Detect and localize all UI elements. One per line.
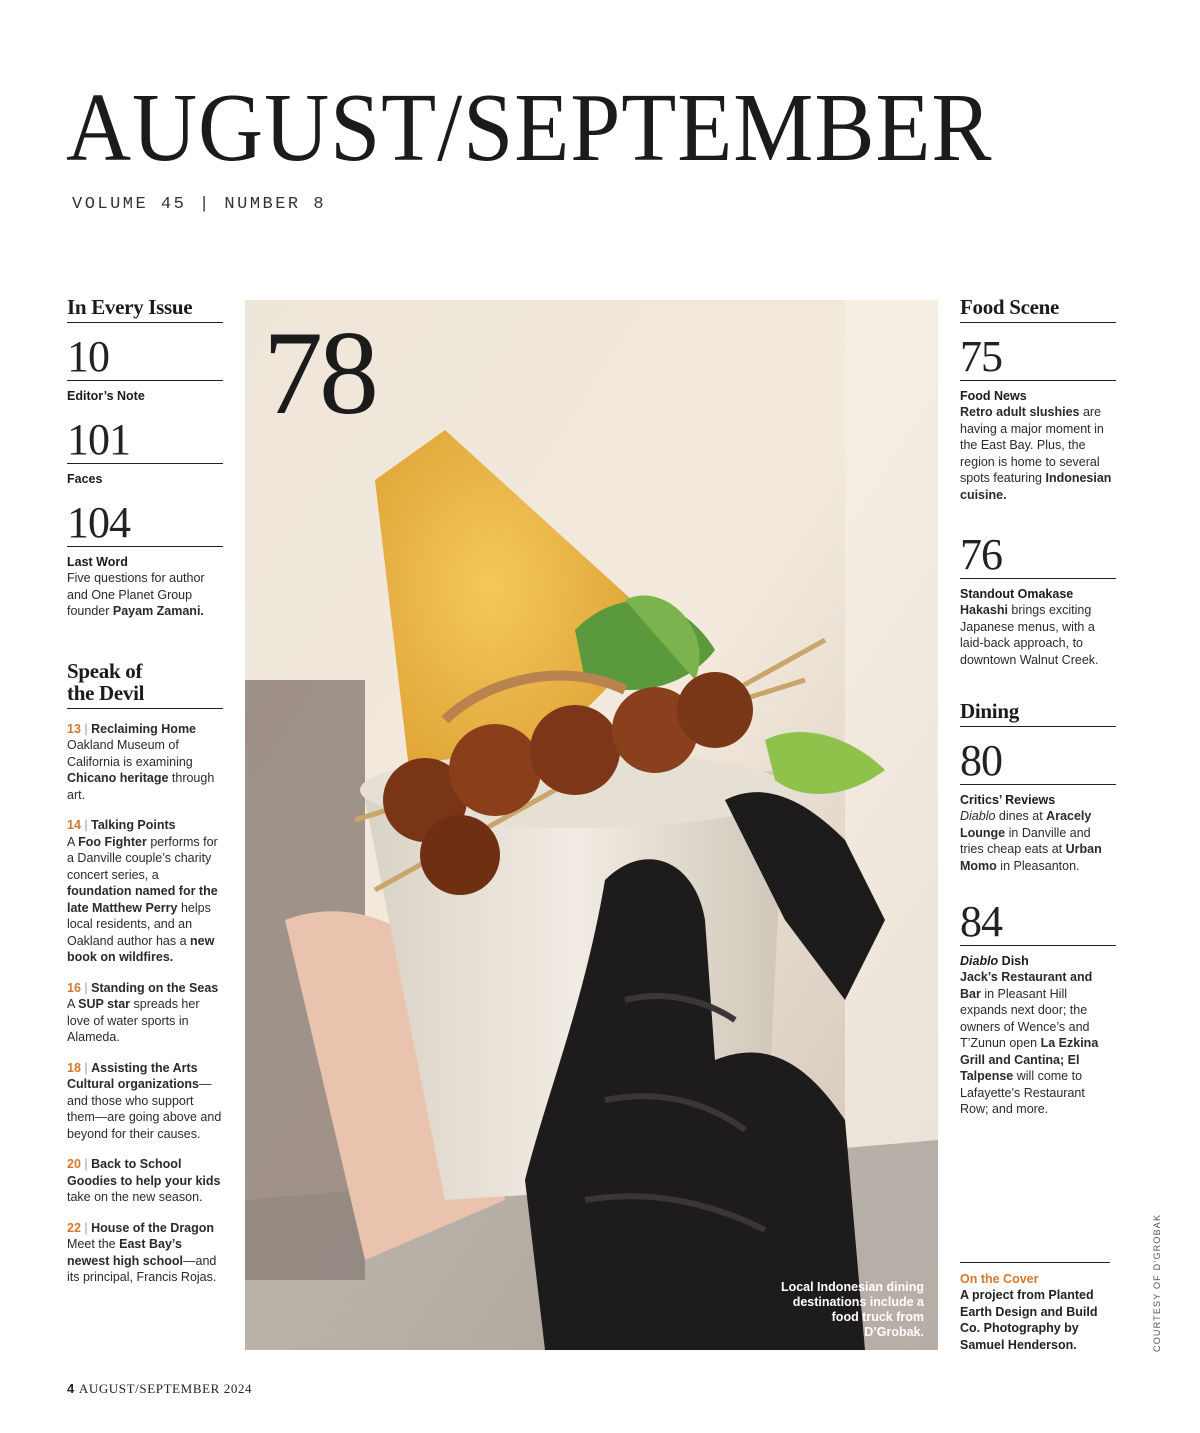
desc-bold: East Bay’s newest high school bbox=[67, 1237, 183, 1268]
list-title: Back to School bbox=[91, 1157, 182, 1171]
on-the-cover-text: A project from Planted Earth Design and Build Co. Photography by Samuel Henderson. bbox=[960, 1288, 1098, 1352]
desc-bold: foundation named for the late Matthew Perry bbox=[67, 884, 218, 915]
desc-text: Five questions for author and One Planet Group founder bbox=[67, 571, 205, 618]
desc-bold: La Ezkina Grill and Cantina; El Talpense bbox=[960, 1036, 1099, 1083]
dining-heading: Dining bbox=[960, 700, 1116, 727]
title-text: Dish bbox=[998, 954, 1029, 968]
desc-bold: Cultural organizations bbox=[67, 1077, 199, 1091]
title-italic: Diablo bbox=[960, 954, 999, 968]
desc-text: in Danville and tries cheap eats at bbox=[960, 825, 1091, 856]
desc-bold: Indonesian cuisine. bbox=[960, 471, 1112, 502]
toc-title: Editor’s Note bbox=[67, 389, 145, 403]
list-page: 13 bbox=[67, 721, 81, 736]
toc-title: Faces bbox=[67, 472, 103, 486]
list-item[interactable]: 16 | Standing on the Seas A SUP star spreads her love of water sports in Alameda. bbox=[67, 980, 219, 1044]
toc-description bbox=[960, 404, 1116, 503]
on-the-cover-heading: On the Cover bbox=[960, 1272, 1039, 1286]
toc-description bbox=[960, 602, 1116, 668]
desc-text: in Pleasanton. bbox=[996, 858, 1080, 873]
toc-page-number: 84 bbox=[960, 900, 1116, 946]
list-page: 22 bbox=[67, 1220, 81, 1235]
right-column bbox=[960, 296, 1116, 1132]
desc-text: dines at bbox=[995, 809, 1047, 823]
toc-description bbox=[960, 969, 1116, 1118]
desc-bold: SUP star bbox=[78, 997, 131, 1011]
heading-line: Speak of bbox=[67, 658, 143, 683]
toc-page-number: 80 bbox=[960, 739, 1116, 785]
folio-issue: AUGUST/SEPTEMBER 2024 bbox=[78, 1381, 253, 1396]
desc-bold: Retro adult slushies bbox=[960, 405, 1080, 419]
food-scene-heading: Food Scene bbox=[960, 296, 1116, 323]
desc-bold: Jack’s Restaurant and Bar bbox=[960, 970, 1093, 1001]
page-footer bbox=[67, 1381, 252, 1397]
desc-bold: Hakashi bbox=[960, 603, 1008, 617]
heading-line: the Devil bbox=[67, 680, 145, 705]
list-page: 20 bbox=[67, 1157, 81, 1171]
list-item[interactable]: 14 | Talking Points A Foo Fighter performs for a Danville couple’s charity concert series, a foundation named for the late Matthew Perry helps local residents, and an Oakland author has a new book on wildfires. bbox=[67, 818, 218, 964]
feature-page-number: 78 bbox=[263, 306, 375, 439]
cover-photo bbox=[245, 300, 938, 1350]
desc-text: will come to Lafayette’s Restaurant Row; and more. bbox=[960, 1069, 1085, 1116]
masthead-title: AUGUST/SEPTEMBER bbox=[66, 74, 993, 182]
desc-italic: Diablo bbox=[960, 809, 996, 823]
desc-text: Oakland Museum of California is examining bbox=[67, 738, 193, 769]
toc-entry[interactable] bbox=[960, 332, 1116, 503]
list-item[interactable]: 18 | Assisting the Arts Cultural organizations—and those who support them—are going above and beyond for their causes. bbox=[67, 1060, 222, 1141]
desc-text: Meet the bbox=[67, 1237, 120, 1251]
list-title: Standing on the Seas bbox=[91, 980, 219, 995]
toc-description bbox=[67, 570, 223, 620]
on-the-cover bbox=[960, 1262, 1110, 1353]
desc-text: spreads her love of water sports in Alameda. bbox=[67, 997, 200, 1044]
folio-number: 4 bbox=[67, 1381, 75, 1396]
desc-text: performs for a Danville couple’s charity concert series, a bbox=[67, 834, 218, 882]
desc-text: in Pleasant Hill expands next door; the owners of Wence’s and T’Zunun open bbox=[960, 986, 1090, 1050]
list-item[interactable]: 20 | Back to School Goodies to help your kids take on the new season. bbox=[67, 1157, 221, 1204]
in-every-issue-heading: In Every Issue bbox=[67, 296, 223, 323]
list-title: House of the Dragon bbox=[91, 1220, 215, 1235]
toc-title: Last Word bbox=[67, 555, 128, 569]
toc-entry[interactable] bbox=[960, 736, 1116, 874]
toc-page-number: 10 bbox=[67, 335, 223, 381]
desc-text: —and those who support them—are going above and beyond for their causes. bbox=[67, 1077, 222, 1141]
toc-page-number: 75 bbox=[960, 335, 1116, 381]
toc-title: Critics’ Reviews bbox=[960, 793, 1056, 807]
desc-bold: new book on wildfires. bbox=[67, 933, 215, 964]
toc-page-number: 104 bbox=[67, 501, 223, 547]
desc-text: A bbox=[67, 834, 79, 849]
list-page: 14 bbox=[67, 818, 81, 832]
desc-text: A bbox=[67, 997, 79, 1011]
desc-bold: Urban Momo bbox=[960, 842, 1102, 873]
list-title: Assisting the Arts bbox=[91, 1060, 198, 1075]
desc-text: take on the new season. bbox=[67, 1190, 203, 1204]
desc-bold: Goodies to help your kids bbox=[67, 1173, 221, 1188]
food-photo-illustration bbox=[245, 300, 938, 1350]
desc-bold: Chicano heritage bbox=[67, 771, 169, 785]
desc-text: helps local residents, and an Oakland author has a bbox=[67, 900, 211, 948]
list-page: 16 bbox=[67, 980, 81, 995]
toc-entry[interactable] bbox=[960, 897, 1116, 1118]
volume-number: VOLUME 45 | NUMBER 8 bbox=[72, 195, 327, 214]
desc-text: through art. bbox=[67, 771, 215, 802]
list-item[interactable]: 13 | Reclaiming Home Oakland Museum of California is examining Chicano heritage through art. bbox=[67, 721, 215, 802]
toc-title: Standout Omakase bbox=[960, 587, 1074, 601]
toc-title bbox=[960, 953, 1116, 969]
toc-page-number: 76 bbox=[960, 533, 1116, 579]
toc-entry[interactable] bbox=[960, 530, 1116, 668]
list-title: Reclaiming Home bbox=[91, 721, 197, 736]
desc-text: are having a major moment in the East Bay. Plus, the region is home to several spots featuring bbox=[960, 405, 1104, 485]
toc-title: Food News bbox=[960, 389, 1027, 403]
toc-entry[interactable] bbox=[67, 415, 223, 487]
photo-caption: Local Indonesian dining destinations include a food truck from D’Grobak. bbox=[780, 1280, 924, 1339]
desc-bold: Foo Fighter bbox=[78, 834, 147, 849]
list-title: Talking Points bbox=[91, 818, 176, 832]
desc-bold: Aracely Lounge bbox=[960, 809, 1092, 840]
list-page: 18 bbox=[67, 1060, 81, 1075]
speak-of-the-devil-heading bbox=[67, 660, 223, 709]
toc-entry[interactable] bbox=[67, 498, 223, 620]
left-column bbox=[67, 296, 223, 1300]
desc-bold: Payam Zamani. bbox=[112, 604, 204, 618]
desc-text: —and its principal, Francis Rojas. bbox=[67, 1253, 217, 1284]
photo-credit: COURTESY OF D’GROBAK bbox=[1152, 1213, 1162, 1352]
toc-description bbox=[960, 808, 1116, 874]
toc-entry[interactable] bbox=[67, 332, 223, 404]
list-item[interactable]: 22 | House of the Dragon Meet the East Bay’s newest high school—and its principal, Francis Rojas. bbox=[67, 1220, 217, 1284]
desc-text: brings exciting Japanese menus, with a laid-back approach, to downtown Walnut Creek. bbox=[960, 603, 1099, 667]
toc-page-number: 101 bbox=[67, 418, 223, 464]
